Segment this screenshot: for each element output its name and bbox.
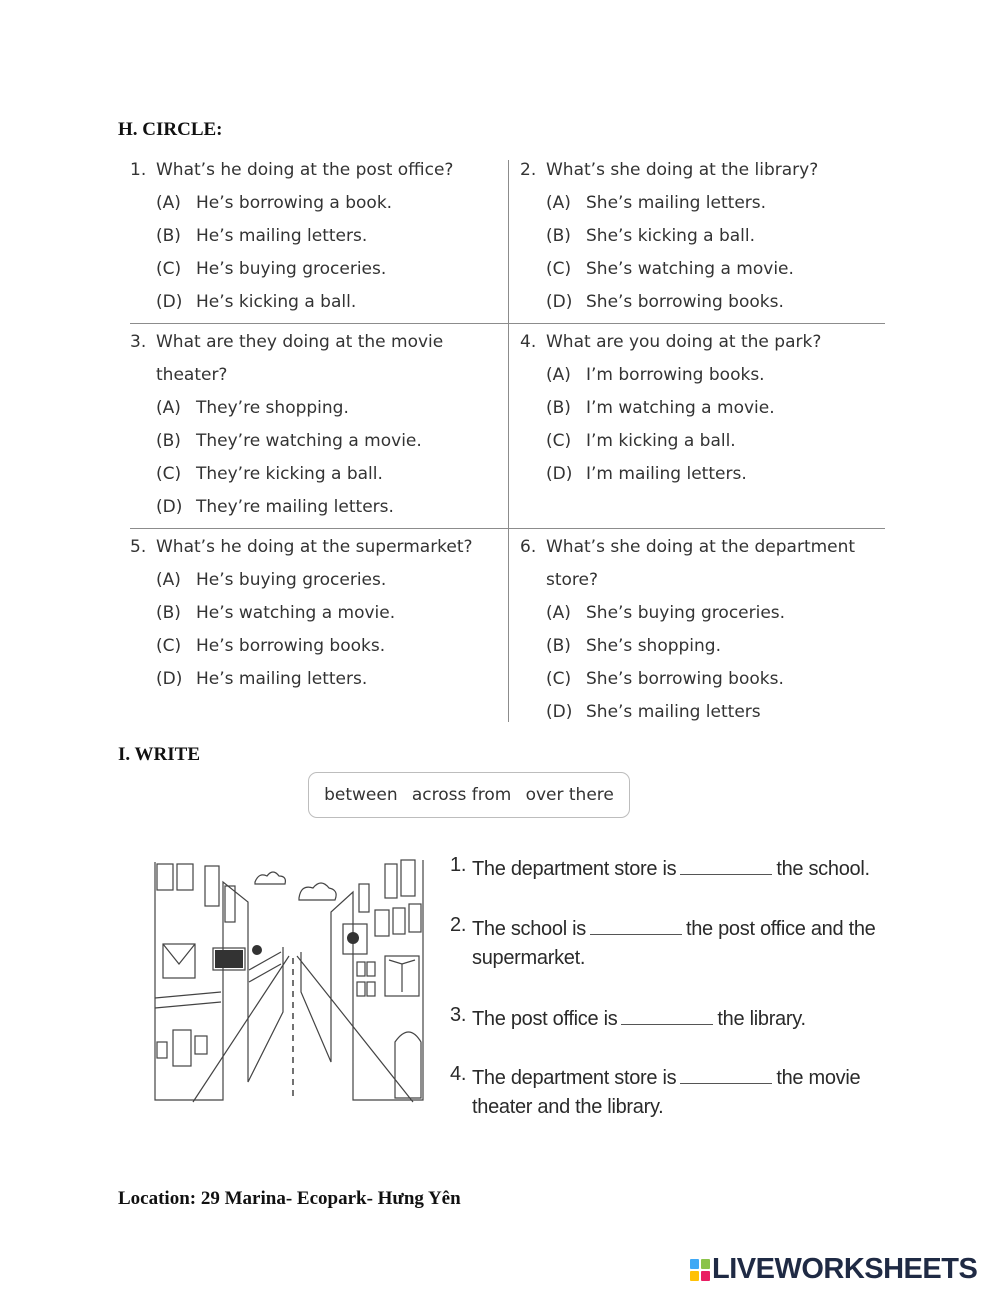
option-letter: (A) [156,398,181,418]
option-text: He’s borrowing a book. [196,193,393,213]
option-b[interactable] [520,220,865,253]
option-text: She’s mailing letters [586,702,761,722]
sentence-number: 3. [450,1004,467,1026]
option-c[interactable] [130,630,490,663]
question-stem: What are you doing at the park? [546,332,822,352]
question-number: 3. [130,332,147,352]
option-d[interactable] [130,491,450,524]
option-a[interactable] [520,359,865,392]
option-letter: (C) [156,636,182,656]
row-divider [130,528,885,529]
sentence-text-after: the school. [776,858,870,880]
question-number: 4. [520,332,537,352]
option-text: She’s watching a movie. [586,259,794,279]
question-stem: What’s she doing at the department store? [546,537,856,590]
sentence-number: 2. [450,914,467,936]
sentence-text-before: The department store is [472,858,677,880]
option-letter: (A) [546,365,571,385]
option-letter: (A) [156,570,181,590]
word-bank-item: between [324,785,398,805]
option-c[interactable] [520,425,865,458]
option-text: She’s shopping. [586,636,721,656]
option-text: They’re mailing letters. [196,497,394,517]
answer-blank[interactable] [590,914,682,935]
question-4 [520,326,865,491]
option-letter: (D) [546,464,573,484]
column-divider [508,160,509,722]
question-stem: What’s he doing at the supermarket? [156,537,473,557]
section-h-title: H. CIRCLE: [118,119,223,140]
option-letter: (C) [546,259,572,279]
section-i-title: I. WRITE [118,744,201,765]
sentence-2 [450,914,880,973]
location-footer: Location: 29 Marina- Ecopark- Hưng Yên [118,1188,461,1209]
option-text: I’m kicking a ball. [586,431,736,451]
question-number: 5. [130,537,147,557]
option-b[interactable] [130,425,450,458]
liveworksheets-logo[interactable] [690,1253,977,1286]
option-a[interactable] [520,597,870,630]
option-letter: (B) [546,398,571,418]
option-a[interactable] [130,564,490,597]
option-letter: (D) [546,292,573,312]
option-d[interactable] [130,663,490,696]
question-6 [520,531,870,729]
question-number: 6. [520,537,537,557]
sentence-text-before: The department store is [472,1067,677,1089]
word-bank-item: across from [411,785,512,805]
question-stem: What are they doing at the movie theater? [156,332,444,385]
option-letter: (D) [546,702,573,722]
question-1 [130,154,475,319]
option-d[interactable] [520,696,870,729]
sentence-number: 1. [450,854,467,876]
row-divider [130,323,885,324]
question-number: 2. [520,160,537,180]
answer-blank[interactable] [621,1004,713,1025]
option-text: He’s mailing letters. [196,226,368,246]
option-letter: (B) [156,603,181,623]
option-text: He’s buying groceries. [196,570,387,590]
option-text: I’m mailing letters. [586,464,747,484]
option-letter: (A) [156,193,181,213]
sentence-text-after: the post office and the supermarket. [472,918,876,969]
sentence-text-before: The post office is [472,1008,618,1030]
sentence-text-after: the movie theater and the library. [472,1067,861,1118]
option-a[interactable] [130,187,475,220]
option-c[interactable] [130,253,475,286]
question-number: 1. [130,160,147,180]
option-letter: (C) [156,259,182,279]
option-text: I’m watching a movie. [586,398,775,418]
option-text: They’re shopping. [196,398,349,418]
option-text: They’re kicking a ball. [196,464,383,484]
liveworksheets-logo-icon [690,1257,712,1283]
sentence-text-before: The school is [472,918,586,940]
sentence-text-after: the library. [717,1008,806,1030]
option-text: He’s kicking a ball. [196,292,357,312]
option-text: She’s borrowing books. [586,292,784,312]
option-text: They’re watching a movie. [196,431,422,451]
question-5 [130,531,490,696]
option-text: He’s mailing letters. [196,669,368,689]
option-letter: (A) [546,603,571,623]
circle-question-grid [130,150,885,722]
option-c[interactable] [130,458,450,491]
question-stem: What’s she doing at the library? [546,160,819,180]
option-text: He’s buying groceries. [196,259,387,279]
option-d[interactable] [520,458,865,491]
option-letter: (B) [156,431,181,451]
option-b[interactable] [520,392,865,425]
question-3 [130,326,450,524]
option-text: She’s mailing letters. [586,193,767,213]
option-a[interactable] [520,187,865,220]
option-letter: (B) [546,226,571,246]
option-letter: (B) [546,636,571,656]
option-text: She’s borrowing books. [586,669,784,689]
option-letter: (C) [546,431,572,451]
option-letter: (B) [156,226,181,246]
option-d[interactable] [520,286,865,319]
option-b[interactable] [130,597,490,630]
option-b[interactable] [520,630,870,663]
option-d[interactable] [130,286,475,319]
option-a[interactable] [130,392,450,425]
option-letter: (A) [546,193,571,213]
option-text: She’s kicking a ball. [586,226,756,246]
option-letter: (C) [156,464,182,484]
option-text: She’s buying groceries. [586,603,786,623]
option-b[interactable] [130,220,475,253]
option-letter: (D) [156,292,183,312]
question-2 [520,154,865,319]
option-c[interactable] [520,253,865,286]
brand-name: LIVEWORKSHEETS [712,1253,978,1285]
option-text: He’s watching a movie. [196,603,396,623]
street-scene-illustration [153,852,425,1104]
sentence-4 [450,1063,880,1122]
option-letter: (D) [156,497,183,517]
answer-blank[interactable] [680,854,772,875]
word-bank [308,772,630,818]
sentence-number: 4. [450,1063,467,1085]
question-stem: What’s he doing at the post office? [156,160,454,180]
word-bank-item: over there [525,785,614,805]
option-letter: (C) [546,669,572,689]
sentence-1 [450,854,880,884]
option-c[interactable] [520,663,870,696]
option-letter: (D) [156,669,183,689]
sentence-3 [450,1004,880,1034]
answer-blank[interactable] [680,1063,772,1084]
option-text: I’m borrowing books. [586,365,765,385]
option-text: He’s borrowing books. [196,636,386,656]
